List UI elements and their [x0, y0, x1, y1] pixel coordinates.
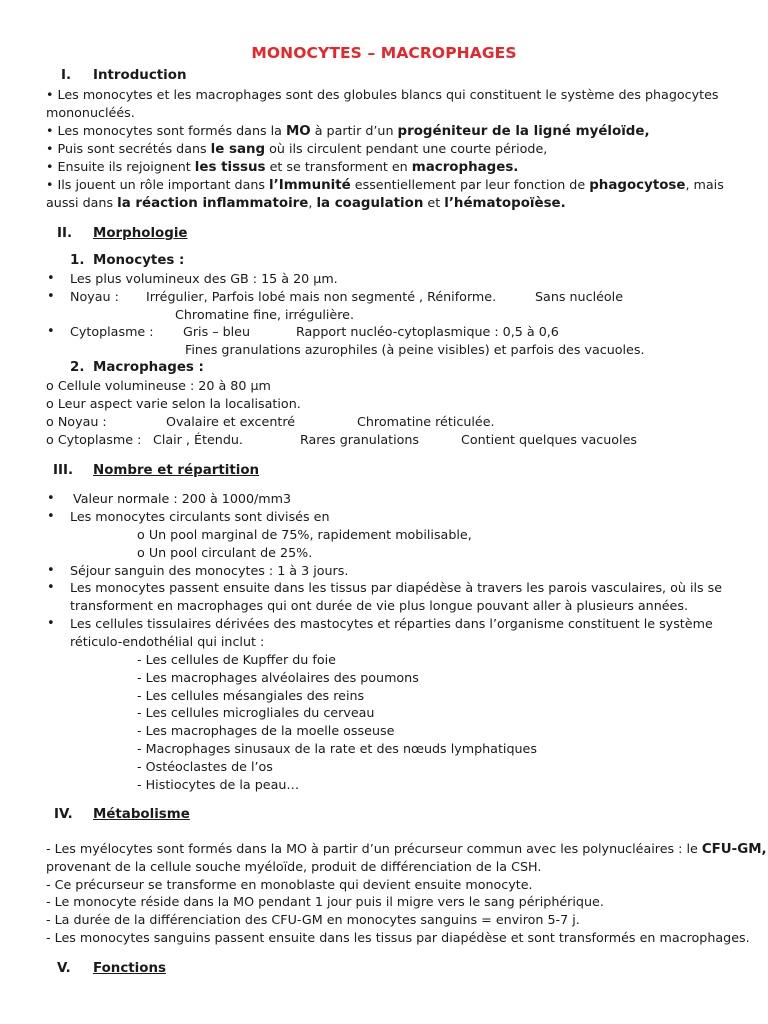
intro-paragraph-5-cont: aussi dans la réaction inflammatoire, la coagulation et l’hématopoïèse.	[46, 195, 566, 211]
bullet: •	[47, 289, 55, 304]
section-heading-metabolisme: Métabolisme	[93, 807, 190, 822]
section-number: IV.	[54, 807, 73, 822]
section-number: I.	[61, 68, 72, 83]
monocyte-size: Les plus volumineux des GB : 15 à 20 µm.	[70, 271, 338, 286]
subsection-heading-monocytes: Monocytes :	[93, 253, 185, 268]
intro-paragraph-1-cont: mononucléés.	[46, 105, 135, 120]
list-item: - Les cellules de Kupffer du foie	[137, 652, 336, 667]
macrophage-size: o Cellule volumineuse : 20 à 80 µm	[46, 378, 271, 393]
macrophage-cyto-label: o Cytoplasme :	[46, 432, 142, 447]
intro-paragraph-1: • Les monocytes et les macrophages sont des globules blancs qui constituent le système des phagocytes	[46, 87, 719, 102]
subsection-number: 1.	[70, 253, 85, 268]
page-title: MONOCYTES – MACROPHAGES	[251, 44, 517, 62]
pool-circulant: o Un pool circulant de 25%.	[137, 545, 313, 560]
list-item: - Ostéoclastes de l’os	[137, 759, 273, 774]
macrophage-noyau-label: o Noyau :	[46, 414, 107, 429]
intro-paragraph-5: • Ils jouent un rôle important dans l’Immunité essentiellement par leur fonction de phagocytose, mais	[46, 177, 724, 193]
monocyte-cyto-label: Cytoplasme :	[70, 324, 154, 339]
monocyte-granulations: Fines granulations azurophiles (à peine visibles) et parfois des vacuoles.	[185, 342, 645, 357]
valeur-normale: Valeur normale : 200 à 1000/mm3	[73, 491, 292, 506]
macrophage-aspect: o Leur aspect varie selon la localisation.	[46, 396, 301, 411]
metab-paragraph-5: - Les monocytes sanguins passent ensuite dans les tissus par diapédèse et sont transformés en macrophages.	[46, 930, 750, 945]
monocyte-cyto-color: Gris – bleu	[183, 324, 251, 339]
subsection-heading-macrophages: Macrophages :	[93, 360, 204, 375]
monocytes-divises: Les monocytes circulants sont divisés en	[70, 509, 330, 524]
list-item: - Les macrophages alvéolaires des poumons	[137, 670, 419, 685]
sejour-sanguin: Séjour sanguin des monocytes : 1 à 3 jours.	[70, 563, 349, 578]
metab-paragraph-4: - La durée de la différenciation des CFU-GM en monocytes sanguins = environ 5-7 j.	[46, 912, 580, 927]
bullet: •	[47, 324, 55, 339]
macrophage-cyto-desc: Clair , Étendu.	[153, 432, 243, 447]
section-number: V.	[57, 961, 71, 976]
section-heading-fonctions: Fonctions	[93, 961, 166, 976]
diapedese-line-1: Les monocytes passent ensuite dans les tissus par diapédèse à travers les parois vasculaires, où ils se	[70, 580, 723, 595]
list-item: - Histiocytes de la peau…	[137, 777, 300, 792]
section-number: III.	[53, 463, 74, 478]
list-item: - Macrophages sinusaux de la rate et des nœuds lymphatiques	[137, 741, 537, 756]
subsection-number: 2.	[70, 360, 85, 375]
monocyte-noyau-label: Noyau :	[70, 289, 119, 304]
cellules-tissulaires-line-2: réticulo-endothélial qui inclut :	[70, 634, 265, 649]
monocyte-nucleole: Sans nucléole	[535, 289, 623, 304]
metab-paragraph-1-cont: provenant de la cellule souche myéloïde, produit de différenciation de la CSH.	[46, 859, 542, 874]
metab-paragraph-1: - Les myélocytes sont formés dans la MO à partir d’un précurseur commun avec les polynucléaires : le CFU-GM,	[46, 841, 767, 857]
section-number: II.	[57, 226, 73, 241]
cellules-tissulaires-line-1: Les cellules tissulaires dérivées des mastocytes et réparties dans l’organisme constituent le système	[70, 616, 713, 631]
monocyte-chromatine: Chromatine fine, irrégulière.	[175, 307, 355, 322]
metab-paragraph-3: - Le monocyte réside dans la MO pendant 1 jour puis il migre vers le sang périphérique.	[46, 894, 604, 909]
monocyte-noyau-desc: Irrégulier, Parfois lobé mais non segmenté , Réniforme.	[146, 289, 497, 304]
section-heading-nombre: Nombre et répartition	[93, 463, 260, 478]
bullet: •	[47, 563, 55, 578]
macrophage-noyau-desc: Ovalaire et excentré	[166, 414, 296, 429]
list-item: - Les cellules mésangiales des reins	[137, 688, 365, 703]
macrophage-granulations: Rares granulations	[300, 432, 420, 447]
bullet: •	[47, 616, 55, 631]
bullet: •	[47, 271, 55, 286]
bullet: •	[47, 580, 55, 595]
monocyte-ratio: Rapport nucléo-cytoplasmique : 0,5 à 0,6	[296, 324, 559, 339]
list-item: - Les macrophages de la moelle osseuse	[137, 723, 395, 738]
macrophage-chromatine: Chromatine réticulée.	[357, 414, 495, 429]
intro-paragraph-4: • Ensuite ils rejoignent les tissus et se transforment en macrophages.	[46, 159, 519, 175]
macrophage-vacuoles: Contient quelques vacuoles	[461, 432, 637, 447]
intro-paragraph-2: • Les monocytes sont formés dans la MO à partir d’un progéniteur de la ligné myéloïde,	[46, 123, 650, 139]
section-heading-morphologie: Morphologie	[93, 226, 188, 241]
diapedese-line-2: transforment en macrophages qui ont durée de vie plus longue pouvant aller à plusieurs années.	[70, 598, 688, 613]
bullet: •	[47, 509, 55, 524]
section-heading-introduction: Introduction	[93, 68, 187, 83]
intro-paragraph-3: • Puis sont secrétés dans le sang où ils circulent pendant une courte période,	[46, 141, 548, 157]
bullet: •	[46, 87, 54, 102]
pool-marginal: o Un pool marginal de 75%, rapidement mobilisable,	[137, 527, 472, 542]
metab-paragraph-2: - Ce précurseur se transforme en monoblaste qui devient ensuite monocyte.	[46, 877, 533, 892]
bullet: •	[47, 491, 55, 506]
list-item: - Les cellules microgliales du cerveau	[137, 705, 375, 720]
